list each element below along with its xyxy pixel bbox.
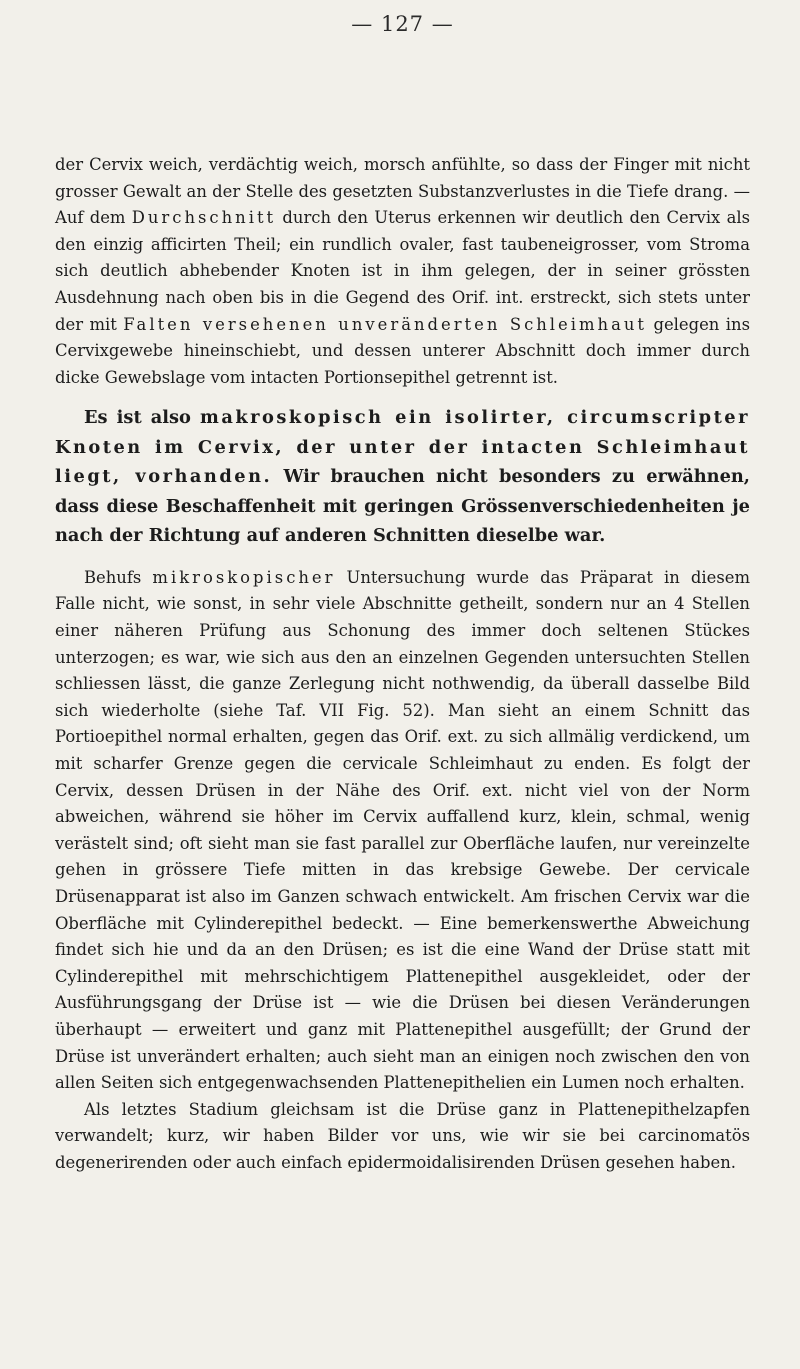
text-run: Als letztes Stadium gleichsam ist die Drüse ganz in Plattenepithelzapfen verwandelt; kurz, wir haben Bilder vor uns, wie wir sie bei carcinomatös degenerirenden oder auch einfach epidermoidalisirenden Drüsen gesehen haben. xyxy=(55,1099,750,1172)
text-run: Wir brauchen nicht besonders zu erwähnen, dass diese Beschaffenheit mit geringen Grössenverschiedenheiten je nach der Richtung auf anderen Schnitten dieselbe war. xyxy=(55,466,750,547)
body-text xyxy=(55,152,750,1177)
text-run: Es ist also xyxy=(84,407,201,429)
paragraph-2 xyxy=(55,403,750,551)
emphasis-mikroskopischer: mikroskopischer xyxy=(152,567,336,587)
paragraph-3 xyxy=(55,565,750,1097)
text-run: Behufs xyxy=(84,567,153,587)
text-run: der Cervix weich, verdächtig weich, morsch anfühlte, so dass der Finger mit nicht grosser Gewalt an der Stelle des gesetzten Substanzverlustes in die Tiefe drang. — Auf dem xyxy=(55,155,750,228)
text-run: gelegen ins Cervixgewebe hineinschiebt, und dessen unterer Abschnitt doch immer durch dicke Gewebslage vom intacten Portionsepithel getrennt ist. xyxy=(55,314,750,387)
emphasis-durchschnitt: Durchschnitt xyxy=(131,208,277,228)
emphasis-schleimhaut: Falten versehenen unveränderten Schleimhaut xyxy=(123,314,647,334)
page-number: — 127 — xyxy=(351,12,454,36)
text-run: Untersuchung wurde das Präparat in diesem Falle nicht, wie sonst, in sehr viele Abschnitte getheilt, sondern nur an 4 Stellen einer näheren Prüfung aus Schonung des immer doch seltenen Stückes unterzogen; es war, wie sich aus den an einzelnen Gegenden untersuchten Stellen schliessen lässt, die ganze Zerlegung nicht nothwendig, da überall dasselbe Bild sich wiederholte (siehe Taf. VII Fig. 52). Man sieht an einem Schnitt das Portioepithel normal erhalten, gegen das Orif. ext. zu sich allmälig verdickend, um mit scharfer Grenze gegen die cervicale Schleimhaut zu enden. Es folgt der Cervix, dessen Drüsen in der Nähe des Orif. ext. nicht viel von der Norm abweichen, während sie höher im Cervix auffallend kurz, klein, schmal, wenig verästelt sind; oft sieht man sie fast parallel zur Oberfläche laufen, nur vereinzelte gehen in grössere Tiefe mitten in das krebsige Gewebe. Der cervicale Drüsenapparat ist also im Ganzen schwach entwickelt. Am frischen Cervix war die Oberfläche mit Cylinderepithel bedeckt. — Eine bemerkenswerthe Abweichung findet sich hie und da an den Drüsen; es ist die eine Wand der Drüse statt mit Cylinderepithel mit mehrschichtigem Plattenepithel ausgekleidet, oder der Ausführungsgang der Drüse ist — wie die Drüsen bei diesen Veränderungen überhaupt — erweitert und ganz mit Plattenepithel ausgefüllt; der Grund der Drüse ist unverändert erhalten; auch sieht man an einigen noch zwischen den von allen Seiten sich entgegenwachsenden Plattenepithelien ein Lumen noch erhalten. xyxy=(55,567,750,1093)
paragraph-4 xyxy=(55,1097,750,1177)
text-run: durch den Uterus erkennen wir deutlich den Cervix als den einzig afficirten Theil; ein rundlich ovaler, fast taubeneigrosser, vom Stroma sich deutlich abhebender Knoten ist in ihm gelegen, der in seiner grössten Ausdehnung nach oben bis in die Gegend des Orif. int. erstreckt, sich stets unter der mit xyxy=(55,208,750,334)
emphasis-conclusion: makroskopisch ein isolirter, circumscripter Knoten im Cervix, der unter der intacten Schleimhaut liegt, vorhanden. xyxy=(55,407,750,488)
paragraph-1 xyxy=(55,152,750,391)
